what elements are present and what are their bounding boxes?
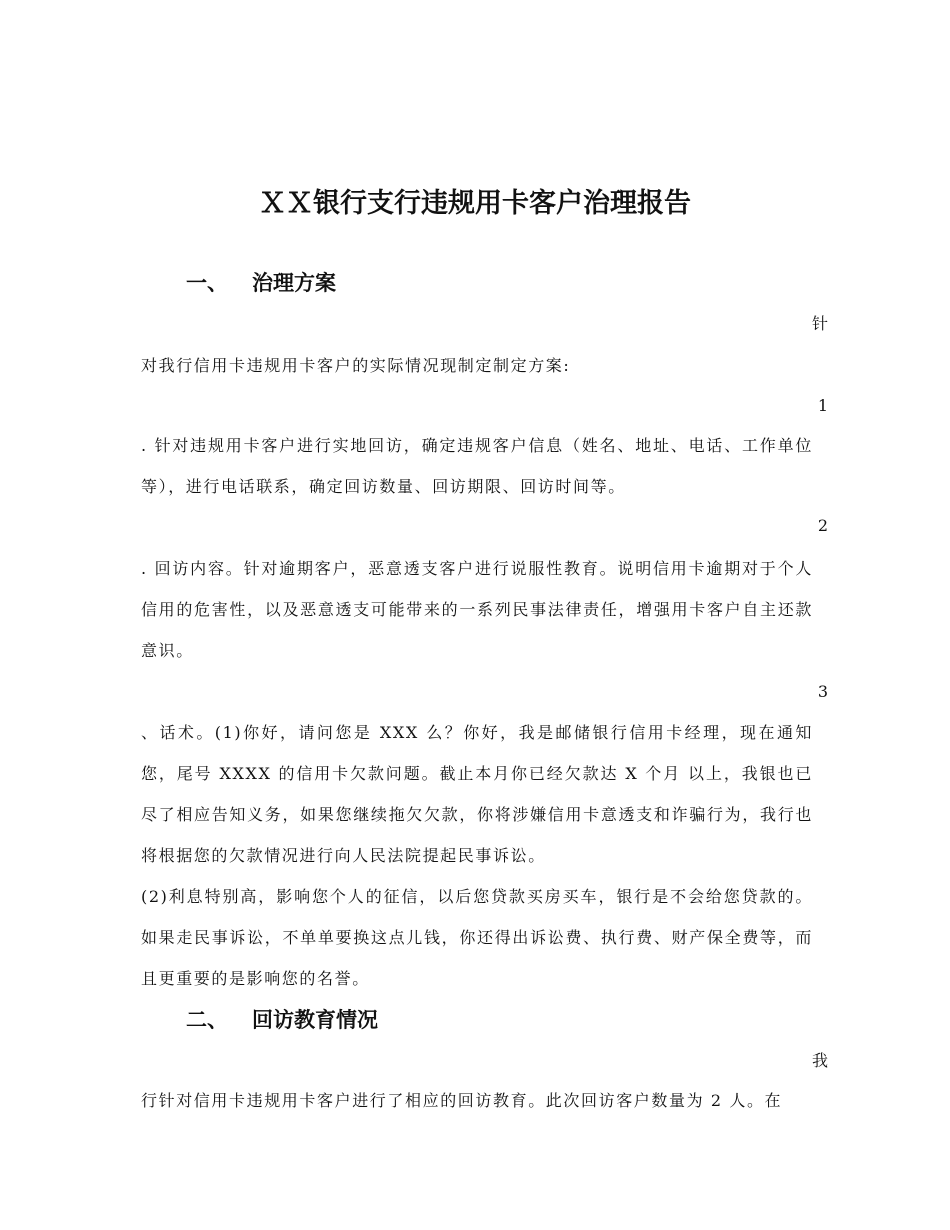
list-item-body-1: . 针对违规用卡客户进行实地回访，确定违规客户信息（姓名、地址、电话、工作单位等），进行电话联系，确定回访数量、回访期限、回访时间等。 <box>141 436 813 496</box>
paragraph-intro: 对我行信用卡违规用卡客户的实际情况现制定制定方案: <box>141 356 571 375</box>
section-heading-2 <box>186 1005 378 1035</box>
section-title-1: 治理方案 <box>252 271 336 295</box>
list-item-number-1: 1 <box>817 396 828 415</box>
section-number-1: 一、 <box>186 271 228 295</box>
paragraph-section2-intro: 行针对信用卡违规用卡客户进行了相应的回访教育。此次回访客户数量为 2 人。在 <box>141 1091 783 1110</box>
list-item-number-2: 2 <box>817 516 828 535</box>
list-item-body-3-continued: (2)利息特别高，影响您个人的征信，以后您贷款买房买车，银行是不会给您贷款的。如果走民事诉讼，不单单要换这点儿钱，你还得出诉讼费、执行费、财产保全费等，而且更重要的是影响您的名誉。 <box>141 887 813 988</box>
paragraph-lead-char-2: 我 <box>811 1051 828 1070</box>
paragraph-lead-char: 针 <box>811 314 828 333</box>
section-title-2: 回访教育情况 <box>252 1008 378 1032</box>
list-item-number-3: 3 <box>817 682 828 701</box>
list-item-body-3: 、话术。(1)你好，请问您是 XXX 么？你好，我是邮储银行信用卡经理，现在通知您，尾号 XXXX 的信用卡欠款问题。截止本月你已经欠款达 X 个月 以上，我银也已尽了相应告知义务，如果您继续拖欠欠款，你将涉嫌信用卡意透支和诈骗行为，我行也将根据您的欠款情况进行向人民法院提起民事诉讼。 <box>141 723 813 865</box>
section-heading-1 <box>186 268 336 298</box>
list-item-body-2: . 回访内容。针对逾期客户，恶意透支客户进行说服性教育。说明信用卡逾期对于个人信用的危害性，以及恶意透支可能带来的一系列民事法律责任，增强用卡客户自主还款意识。 <box>141 559 813 660</box>
section-number-2: 二、 <box>186 1008 228 1032</box>
document-title: ＸＸ银行支行违规用卡客户治理报告 <box>259 188 691 219</box>
